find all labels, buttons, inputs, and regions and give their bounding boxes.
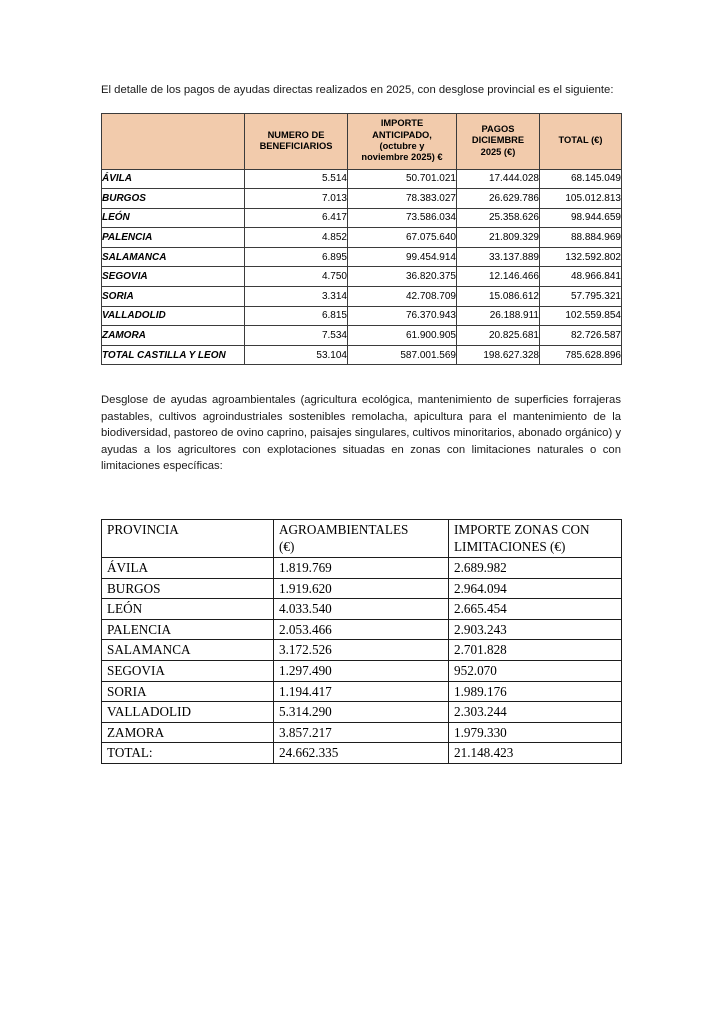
header-line: NUMERO DE — [267, 129, 325, 140]
table1-header-anticipado — [348, 113, 457, 169]
table-row — [102, 599, 622, 620]
cell-provincia: VALLADOLID — [102, 702, 274, 723]
cell-beneficiarios: 4.852 — [245, 228, 348, 248]
document-content — [101, 82, 621, 764]
cell-anticipado: 78.383.027 — [348, 189, 457, 209]
intro-paragraph: El detalle de los pagos de ayudas directas realizados en 2025, con desglose provincial es el siguiente: — [101, 84, 614, 96]
cell-zonas-limitaciones: 2.903.243 — [449, 619, 622, 640]
table1-body — [102, 169, 622, 365]
cell-anticipado: 76.370.943 — [348, 306, 457, 326]
cell-zonas-limitaciones: 2.701.828 — [449, 640, 622, 661]
cell-diciembre: 26.188.911 — [457, 306, 540, 326]
cell-diciembre: 21.809.329 — [457, 228, 540, 248]
cell-agroambientales: 3.172.526 — [274, 640, 449, 661]
cell-provincia: SALAMANCA — [102, 640, 274, 661]
cell-agroambientales: 4.033.540 — [274, 599, 449, 620]
cell-provincia: VALLADOLID — [102, 306, 245, 326]
table2-header-row — [102, 519, 622, 557]
header-line: (octubre y — [379, 141, 425, 151]
cell-provincia: TOTAL CASTILLA Y LEON — [102, 345, 245, 365]
cell-provincia: PALENCIA — [102, 228, 245, 248]
cell-provincia: ÁVILA — [102, 557, 274, 578]
table1-head — [102, 113, 622, 169]
agroambientales-table — [101, 519, 622, 764]
cell-total: 88.884.969 — [540, 228, 622, 248]
cell-anticipado: 50.701.021 — [348, 169, 457, 189]
cell-total: 105.012.813 — [540, 189, 622, 209]
cell-zonas-limitaciones: 2.689.982 — [449, 557, 622, 578]
cell-agroambientales: 24.662.335 — [274, 743, 449, 764]
cell-beneficiarios: 5.514 — [245, 169, 348, 189]
table-row — [102, 287, 622, 307]
table-row — [102, 702, 622, 723]
ayudas-directas-table — [101, 113, 622, 366]
table-row — [102, 247, 622, 267]
header-line: 2025 (€) — [480, 146, 516, 157]
cell-provincia: TOTAL: — [102, 743, 274, 764]
cell-agroambientales: 1.194.417 — [274, 681, 449, 702]
cell-agroambientales: 5.314.290 — [274, 702, 449, 723]
cell-diciembre: 17.444.028 — [457, 169, 540, 189]
table2-header-zonas-limitaciones — [449, 519, 622, 557]
cell-agroambientales: 1.819.769 — [274, 557, 449, 578]
table-row — [102, 306, 622, 326]
cell-provincia: BURGOS — [102, 578, 274, 599]
cell-zonas-limitaciones: 1.979.330 — [449, 722, 622, 743]
table-row — [102, 557, 622, 578]
cell-zonas-limitaciones: 21.148.423 — [449, 743, 622, 764]
cell-zonas-limitaciones: 1.989.176 — [449, 681, 622, 702]
header-line: (€) — [279, 539, 295, 555]
cell-zonas-limitaciones: 2.665.454 — [449, 599, 622, 620]
header-line: noviembre 2025) € — [361, 152, 443, 163]
cell-provincia: BURGOS — [102, 189, 245, 209]
cell-diciembre: 20.825.681 — [457, 326, 540, 346]
table-row — [102, 208, 622, 228]
cell-anticipado: 61.900.905 — [348, 326, 457, 346]
table-row — [102, 228, 622, 248]
cell-anticipado: 99.454.914 — [348, 247, 457, 267]
header-line: DICIEMBRE — [471, 135, 525, 146]
table-row — [102, 660, 622, 681]
table2-header-agroambientales — [274, 519, 449, 557]
cell-provincia: LEÓN — [102, 208, 245, 228]
cell-beneficiarios: 3.314 — [245, 287, 348, 307]
cell-total: 102.559.854 — [540, 306, 622, 326]
table2-head — [102, 519, 622, 557]
cell-anticipado: 36.820.375 — [348, 267, 457, 287]
table1-header-total — [540, 113, 622, 169]
table-row — [102, 326, 622, 346]
cell-provincia: SORIA — [102, 287, 245, 307]
table-row — [102, 169, 622, 189]
cell-total: 132.592.802 — [540, 247, 622, 267]
table1-header-blank — [102, 113, 245, 169]
cell-provincia: ZAMORA — [102, 722, 274, 743]
cell-beneficiarios: 6.417 — [245, 208, 348, 228]
middle-paragraph: Desglose de ayudas agroambientales (agricultura ecológica, mantenimiento de superficies forrajeras pastables, cultivos agroindustriales sostenibles remolacha, apicultura para el mantenimiento de la biodiversidad, pastoreo de ovino caprino, paisajes singulares, cultivos minoritarios, abonado orgánico) y ayudas a los agricultores con explotaciones situadas en zonas con limitaciones naturales o con limitaciones específicas: — [101, 394, 621, 473]
spacer-before-table2 — [101, 475, 621, 519]
cell-zonas-limitaciones: 2.303.244 — [449, 702, 622, 723]
header-line: PAGOS — [481, 123, 515, 134]
header-line: BENEFICIARIOS — [259, 141, 333, 151]
header-line: LIMITACIONES (€) — [454, 539, 566, 555]
header-line: IMPORTE — [380, 118, 424, 129]
table-row — [102, 640, 622, 661]
cell-zonas-limitaciones: 952.070 — [449, 660, 622, 681]
table2-body — [102, 557, 622, 763]
cell-total: 98.944.659 — [540, 208, 622, 228]
cell-agroambientales: 2.053.466 — [274, 619, 449, 640]
cell-beneficiarios: 7.534 — [245, 326, 348, 346]
cell-anticipado: 67.075.640 — [348, 228, 457, 248]
table1-header-row — [102, 113, 622, 169]
spacer-after-table1 — [101, 365, 621, 392]
cell-anticipado: 42.708.709 — [348, 287, 457, 307]
cell-provincia: SORIA — [102, 681, 274, 702]
cell-provincia: LEÓN — [102, 599, 274, 620]
table-row — [102, 189, 622, 209]
cell-diciembre: 12.146.466 — [457, 267, 540, 287]
header-line: ANTICIPADO, — [372, 129, 432, 140]
table-row-total — [102, 743, 622, 764]
header-line: IMPORTE ZONAS CON — [454, 521, 590, 537]
table-row — [102, 578, 622, 599]
cell-anticipado: 587.001.569 — [348, 345, 457, 365]
cell-beneficiarios: 53.104 — [245, 345, 348, 365]
table-row — [102, 267, 622, 287]
header-line: AGROAMBIENTALES — [279, 521, 409, 537]
cell-agroambientales: 3.857.217 — [274, 722, 449, 743]
cell-diciembre: 15.086.612 — [457, 287, 540, 307]
table-row — [102, 722, 622, 743]
cell-provincia: PALENCIA — [102, 619, 274, 640]
cell-provincia: SEGOVIA — [102, 267, 245, 287]
cell-provincia: SEGOVIA — [102, 660, 274, 681]
cell-diciembre: 25.358.626 — [457, 208, 540, 228]
cell-provincia: ÁVILA — [102, 169, 245, 189]
cell-zonas-limitaciones: 2.964.094 — [449, 578, 622, 599]
table1-header-diciembre — [457, 113, 540, 169]
cell-beneficiarios: 6.815 — [245, 306, 348, 326]
cell-total: 82.726.587 — [540, 326, 622, 346]
cell-total: 57.795.321 — [540, 287, 622, 307]
table2-header-provincia: PROVINCIA — [102, 519, 274, 557]
cell-beneficiarios: 4.750 — [245, 267, 348, 287]
cell-provincia: ZAMORA — [102, 326, 245, 346]
cell-diciembre: 33.137.889 — [457, 247, 540, 267]
cell-diciembre: 26.629.786 — [457, 189, 540, 209]
ayudas-directas-table-wrapper — [101, 113, 621, 366]
cell-diciembre: 198.627.328 — [457, 345, 540, 365]
header-line: TOTAL (€) — [558, 135, 603, 146]
cell-beneficiarios: 6.895 — [245, 247, 348, 267]
cell-agroambientales: 1.919.620 — [274, 578, 449, 599]
cell-agroambientales: 1.297.490 — [274, 660, 449, 681]
table1-header-beneficiarios — [245, 113, 348, 169]
cell-provincia: SALAMANCA — [102, 247, 245, 267]
cell-beneficiarios: 7.013 — [245, 189, 348, 209]
table-row — [102, 619, 622, 640]
table-row-total — [102, 345, 622, 365]
cell-total: 48.966.841 — [540, 267, 622, 287]
cell-total: 785.628.896 — [540, 345, 622, 365]
cell-anticipado: 73.586.034 — [348, 208, 457, 228]
cell-total: 68.145.049 — [540, 169, 622, 189]
table-row — [102, 681, 622, 702]
